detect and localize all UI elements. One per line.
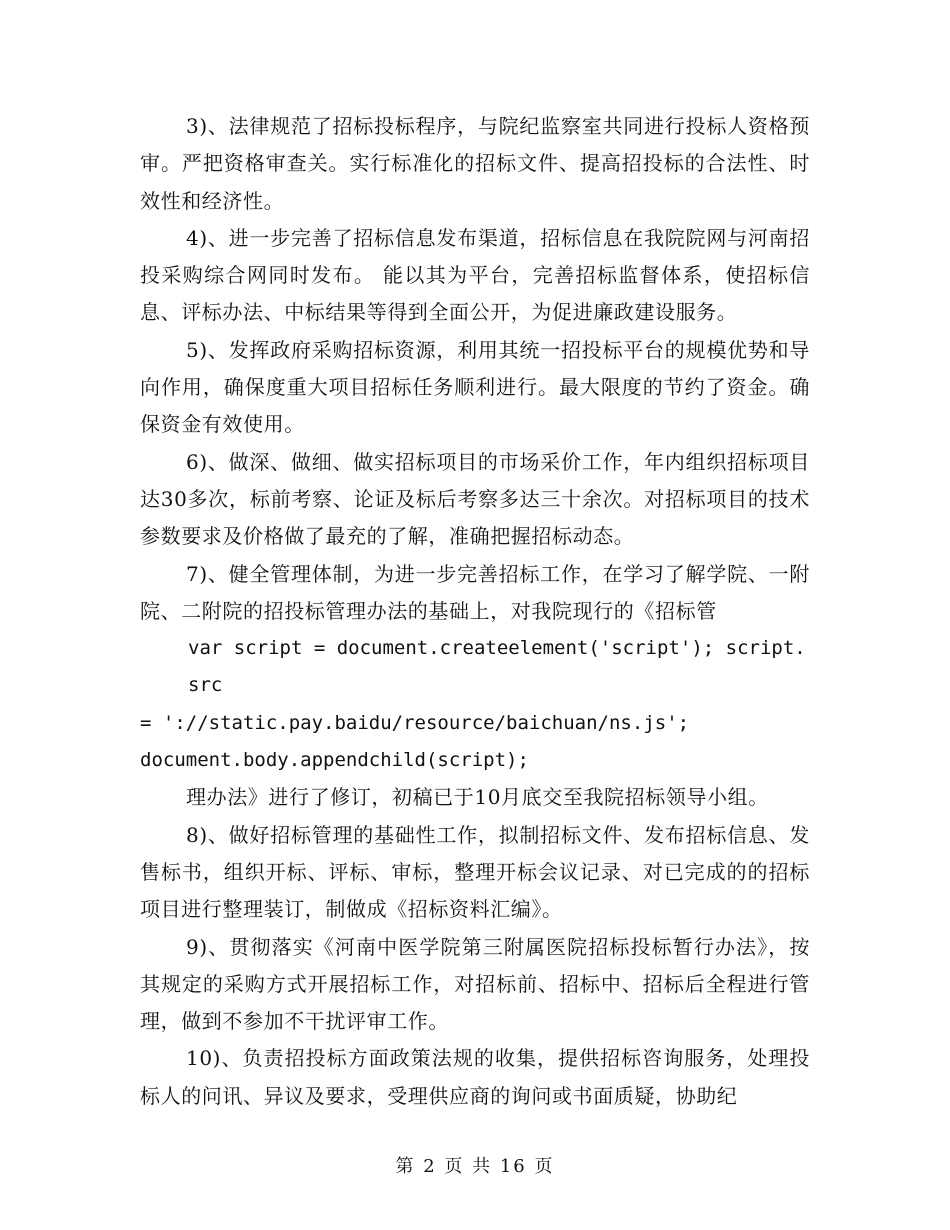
code-line: = '://static.pay.baidu/resource/baichuan/ns.js';: [140, 711, 690, 734]
page-number-footer: 第 2 页 共 16 页: [395, 1156, 555, 1177]
embedded-script-text: [140, 630, 810, 779]
paragraph-item-7: 7)、健全管理体制，为进一步完善招标工作，在学习了解学院、一附院、二附院的招投标管理办法的基础上，对我院现行的《招标管: [140, 561, 810, 623]
paragraph-item-10: 10)、负责招投标方面政策法规的收集，提供招标咨询服务，处理投标人的问讯、异议及要求，受理供应商的询问或书面质疑，协助纪: [140, 1046, 810, 1108]
paragraph-item-5: 5)、发挥政府采购招标资源，利用其统一招投标平台的规模优势和导向作用，确保度重大项目招标任务顺利进行。最大限度的节约了资金。确保资金有效使用。: [140, 337, 810, 437]
paragraph-item-9: 9)、贯彻落实《河南中医学院第三附属医院招标投标暂行办法》，按其规定的采购方式开展招标工作，对招标前、招标中、招标后全程进行管理，做到不参加不干扰评审工作。: [140, 934, 810, 1034]
paragraph-item-4: 4)、进一步完善了招标信息发布渠道，招标信息在我院院网与河南招投采购综合网同时发布。 能以其为平台，完善招标监督体系，使招标信息、评标办法、中标结果等得到全面公开，为促进廉政建设服务。: [140, 225, 810, 325]
paragraph-item-7-continued: 理办法》进行了修订，初稿已于10月底交至我院招标领导小组。: [186, 785, 769, 810]
code-line: document.body.appendchild(script);: [140, 749, 529, 772]
code-line: var script = document.createelement('script'); script.src: [188, 637, 806, 697]
paragraph-item-6: 6)、做深、做细、做实招标项目的市场采价工作，年内组织招标项目达30多次，标前考察、论证及标后考察多达三十余次。对招标项目的技术参数要求及价格做了最充的了解，准确把握招标动态。: [140, 449, 810, 549]
document-body: [140, 108, 810, 1115]
paragraph-item-8: 8)、做好招标管理的基础性工作，拟制招标文件、发布招标信息、发售标书，组织开标、评标、审标，整理开标会议记录、对已完成的的招标项目进行整理装订，制做成《招标资料汇编》。: [140, 822, 810, 922]
paragraph-item-3: 3)、法律规范了招标投标程序，与院纪监察室共同进行投标人资格预审。严把资格审查关。实行标准化的招标文件、提高招投标的合法性、时效性和经济性。: [140, 114, 810, 213]
